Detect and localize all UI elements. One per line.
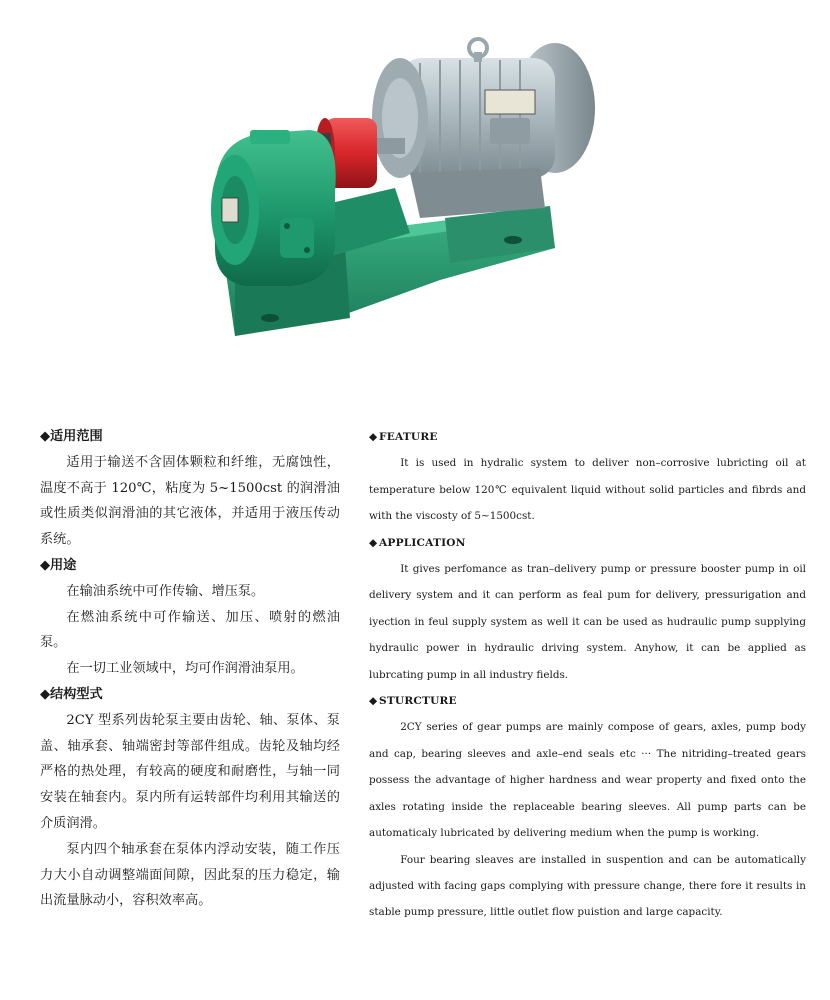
section-paragraph: 泵内四个轴承套在泵体内浮动安装，随工作压力大小自动调整端面间隙，因此泵的压力稳定，输出流量脉动小，容积效率高。 <box>40 841 340 909</box>
section-paragraph: 在一切工业领域中，均可作润滑油泵用。 <box>66 661 304 677</box>
diamond-bullet-icon: ◆ <box>369 695 378 708</box>
diamond-bullet-icon: ◆ <box>40 429 51 444</box>
flange-bolt <box>304 247 310 253</box>
section-heading: ◆ APPLICATION <box>369 530 806 556</box>
section-paragraph: It gives perfomance as tran–delivery pump or pressure booster pump in oil delivery system and it can perform as feal pum for delivery, pressurigation and iyection in feul supply system as well it can be used as hudraulic pump supplying hydraulic power in hydraulic driving system. Anyhow, it can be applied as lubrcating pump in all industry fields. <box>369 563 806 681</box>
section-heading: ◆适用范围 <box>40 424 340 450</box>
diamond-bullet-icon: ◆ <box>40 686 51 702</box>
section-heading: ◆用途 <box>40 553 340 579</box>
section-heading: ◆ STURCTURE <box>369 688 806 714</box>
gear-pump-illustration <box>195 18 615 348</box>
name-plate <box>485 90 535 114</box>
flange-bolt <box>284 223 290 229</box>
diamond-bullet-icon: ◆ <box>40 557 51 573</box>
english-column <box>369 424 806 926</box>
mount-hole <box>261 314 279 322</box>
terminal-box <box>490 118 530 144</box>
section-paragraph: 2CY series of gear pumps are mainly compose of gears, axles, pump body and cap, bearing sleeves and axle–end seals etc ··· The nitriding–treated gears possess the advantage of higher hardness and wear property and fixed onto the axles rotating inside the replaceable bearing sleeves. All pump parts can be automaticaly lubricated by delivering medium when the pump is working. <box>369 721 806 840</box>
diamond-bullet-icon: ◆ <box>369 536 378 549</box>
product-photo <box>195 18 615 348</box>
mount-hole <box>504 236 522 244</box>
section-heading: ◆ FEATURE <box>369 424 806 450</box>
section-paragraph: 2CY 型系列齿轮泵主要由齿轮、轴、泵体、泵盖、轴承套、轴端密封等部件组成。齿轮及轴均经严格的热处理，有较高的硬度和耐磨性，与轴一同安装在轴套内。泵内所有运转部件均利用其输送的介质润滑。 <box>40 712 340 831</box>
diamond-bullet-icon: ◆ <box>369 431 378 443</box>
section-paragraph: It is used in hydralic system to deliver non–corrosive lubricting oil at temperature below 120℃ equivalent liquid without solid particles and fibrds and with the viscosty of 5~1500cst. <box>369 457 806 523</box>
outlet-flange <box>250 130 290 144</box>
pump-name-plate <box>222 198 238 222</box>
section-paragraph: 在燃油系统中可作输送、加压、喷射的燃油泵。 <box>40 609 340 651</box>
section-paragraph: 适用于输送不含固体颗粒和纤维，无腐蚀性，温度不高于 120℃，粘度为 5~1500cst 的润滑油或性质类似润滑油的其它液体，并适用于液压传动系统。 <box>40 454 340 548</box>
chinese-column <box>40 424 340 914</box>
section-heading: ◆结构型式 <box>40 682 340 708</box>
section-paragraph: Four bearing sleaves are installed in suspention and can be automatically adjusted with facing gaps complying with pressure change, there fore it results in stable pump pressure, little outlet flow puistion and large capacity. <box>369 853 806 919</box>
section-paragraph: 在输油系统中可作传输、增压泵。 <box>66 583 265 599</box>
